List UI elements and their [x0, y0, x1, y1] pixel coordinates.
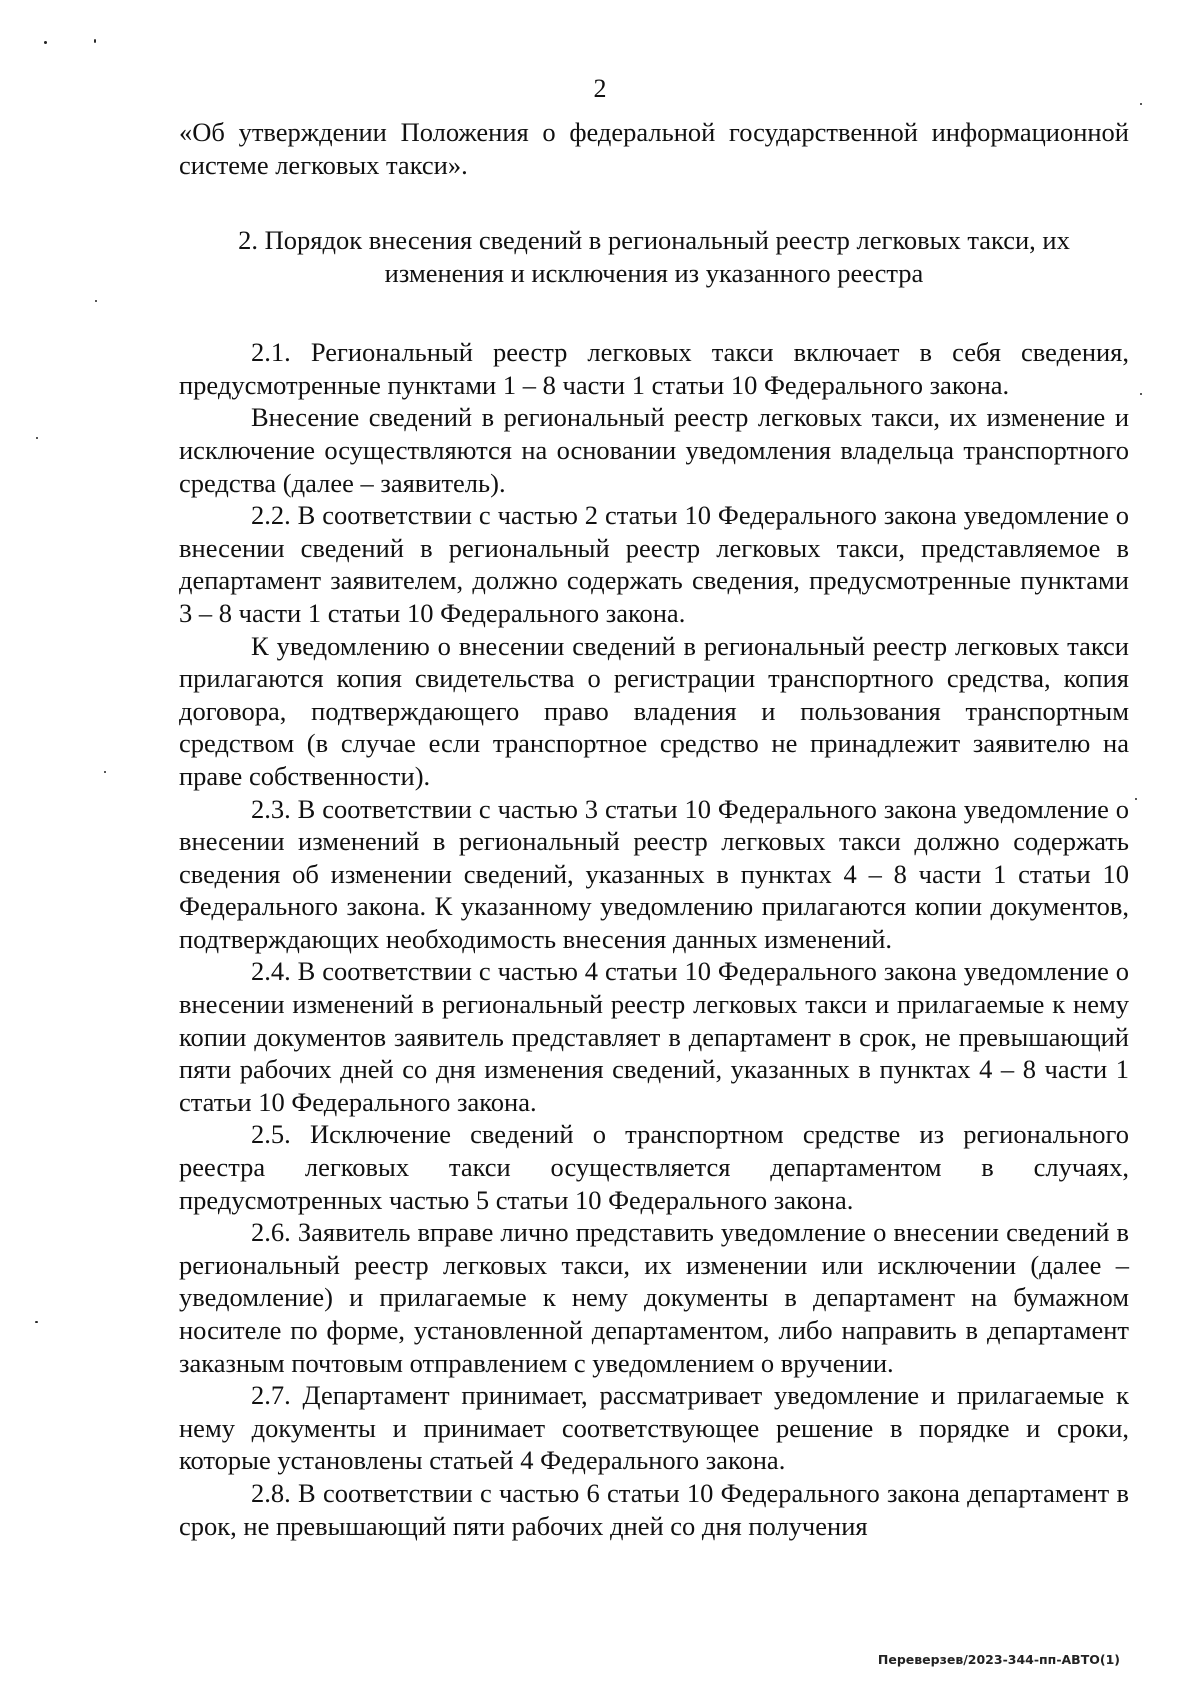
document-footer-code: Переверзев/2023-344-пп-АВТО(1) [877, 1652, 1120, 1667]
document-body [179, 116, 1129, 1542]
scan-speck [95, 300, 97, 302]
scan-speck [94, 39, 96, 43]
scan-speck [1135, 798, 1137, 800]
page-number: 2 [593, 74, 607, 103]
paragraph-2-4: 2.4. В соответствии с частью 4 статьи 10 Федерального закона уведомление о внесении изменений в региональный реестр легковых такси и прилагаемые к нему копии документов заявитель представляет в департамент в срок, не превышающий пяти рабочих дней со дня изменения сведений, указанных в пунктах 4 – 8 части 1 статьи 10 Федерального закона. [179, 956, 1129, 1117]
paragraph-2-2: 2.2. В соответствии с частью 2 статьи 10 Федерального закона уведомление о внесении сведений в региональный реестр легковых такси, представляемое в департамент заявителем, должно содержать сведения, предусмотренные пунктами 3 – 8 части 1 статьи 10 Федерального закона. [179, 500, 1129, 628]
scan-speck [36, 437, 38, 439]
paragraph-2-5: 2.5. Исключение сведений о транспортном средстве из регионального реестра легковых такси осуществляется департаментом в случаях, предусмотренных частью 5 статьи 10 Федерального закона. [179, 1119, 1129, 1215]
section-heading: 2. Порядок внесения сведений в региональный реестр легковых такси, их изменения и исключения из указанного реестра [238, 225, 1070, 289]
paragraph-2-2-continued: К уведомлению о внесении сведений в региональный реестр легковых такси прилагаются копия свидетельства о регистрации транспортного средства, копия договора, подтверждающего право владения и пользования транспортным средством (в случае если транспортное средство не принадлежит заявителю на праве собственности). [179, 630, 1129, 791]
paragraph-2-6: 2.6. Заявитель вправе лично представить уведомление о внесении сведений в региональный реестр легковых такси, их изменении или исключении (далее – уведомление) и прилагаемые к нему документы в департамент на бумажном носителе по форме, установленной департаментом, либо направить в департамент заказным почтовым отправлением с уведомлением о вручении. [179, 1217, 1129, 1378]
scan-speck [104, 771, 106, 773]
scan-speck [44, 41, 47, 44]
paragraph-2-8: 2.8. В соответствии с частью 6 статьи 10 Федерального закона департамент в срок, не превышающий пяти рабочих дней со дня получения [179, 1477, 1129, 1541]
paragraph-2-3: 2.3. В соответствии с частью 3 статьи 10 Федерального закона уведомление о внесении изменений в региональный реестр легковых такси должно содержать сведения об изменении сведений, указанных в пунктах 4 – 8 части 1 статьи 10 Федерального закона. К указанному уведомлению прилагаются копии документов, подтверждающих необходимость внесения данных изменений. [179, 793, 1129, 954]
paragraph-2-1: 2.1. Региональный реестр легковых такси включает в себя сведения, предусмотренные пунктами 1 – 8 части 1 статьи 10 Федерального закона. [179, 337, 1129, 400]
paragraph-2-7: 2.7. Департамент принимает, рассматривает уведомление и прилагаемые к нему документы и принимает соответствующее решение в порядке и сроки, которые установлены статьей 4 Федерального закона. [179, 1380, 1129, 1476]
scan-speck [35, 1321, 38, 1323]
intro-continuation: «Об утверждении Положения о федеральной государственной информационной системе легковых такси». [179, 117, 1129, 180]
paragraph-2-1-continued: Внесение сведений в региональный реестр легковых такси, их изменение и исключение осуществляются на основании уведомления владельца транспортного средства (далее – заявитель). [179, 402, 1129, 498]
scan-speck [1140, 393, 1142, 395]
